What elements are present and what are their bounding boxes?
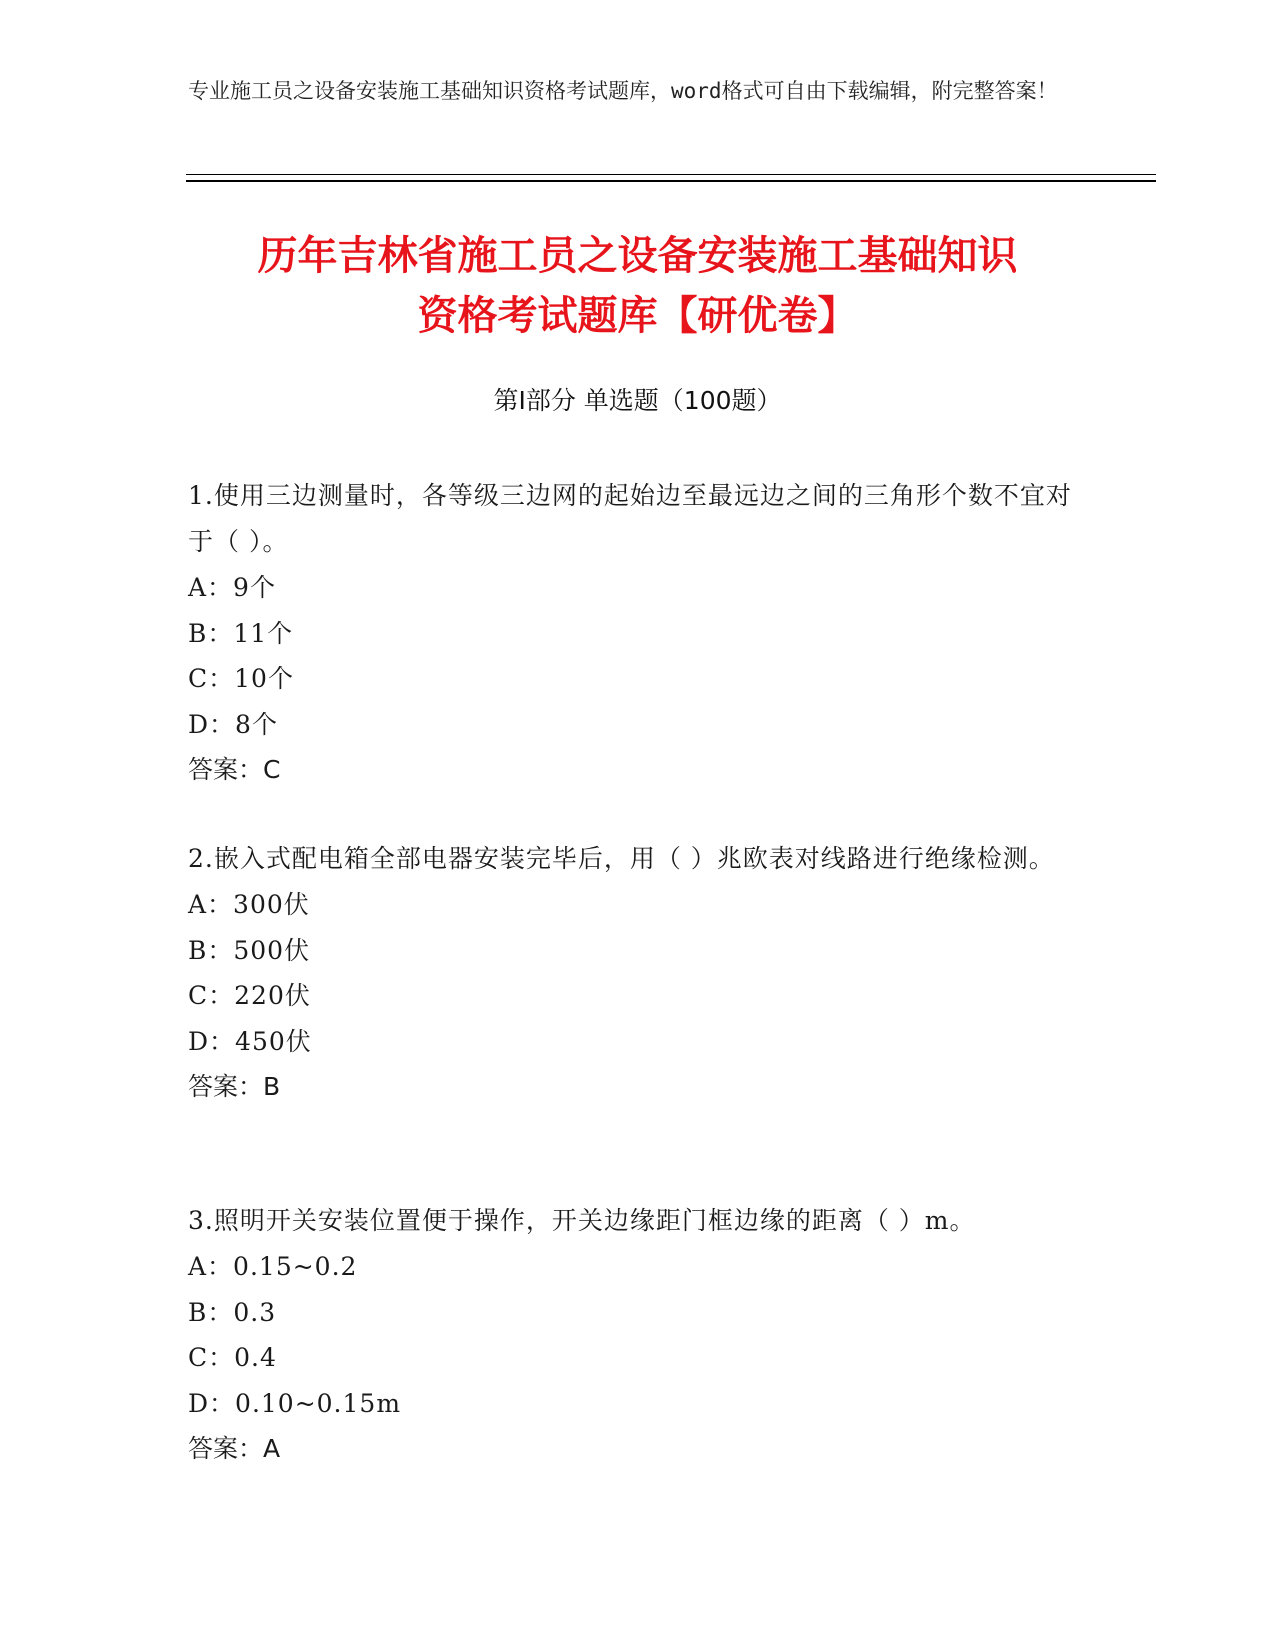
option-a: A：300伏 — [188, 890, 310, 919]
option-d: D：450伏 — [188, 1026, 312, 1056]
document-title-line-1: 历年吉林省施工员之设备安装施工基础知识 — [257, 233, 1018, 279]
option-c: C：0.4 — [188, 1343, 277, 1372]
option-b: B：0.3 — [188, 1297, 277, 1327]
question-stem: 3.照明开关安装位置便于操作，开关边缘距门框边缘的距离（ ）m。 — [188, 1206, 976, 1235]
option-a: A：9个 — [188, 573, 276, 602]
header-note: 专业施工员之设备安装施工基础知识资格考试题库，word格式可自由下载编辑，附完整答案！ — [188, 79, 1058, 103]
question-1 — [188, 473, 1088, 793]
question-stem: 1.使用三边测量时，各等级三边网的起始边至最远边之间的三角形个数不宜对于（ ）。 — [188, 481, 1072, 556]
answer: 答案：B — [188, 1072, 281, 1101]
document-title — [140, 226, 1135, 346]
question-stem: 2.嵌入式配电箱全部电器安装完毕后，用（ ）兆欧表对线路进行绝缘检测。 — [188, 844, 1055, 873]
option-d: D：0.10~0.15m — [188, 1388, 402, 1418]
answer: 答案：A — [188, 1434, 281, 1463]
question-3 — [188, 1198, 1088, 1472]
document-title-line-2: 资格考试题库【研优卷】 — [417, 293, 858, 339]
option-a: A：0.15~0.2 — [188, 1252, 358, 1281]
option-c: C：220伏 — [188, 981, 311, 1010]
header-divider-thin — [186, 174, 1156, 175]
section-title: 第Ⅰ部分 单选题（100题） — [493, 386, 782, 415]
option-c: C：10个 — [188, 664, 294, 693]
header-divider-thick — [186, 180, 1156, 182]
question-2 — [188, 836, 1088, 1110]
answer: 答案：C — [188, 755, 281, 784]
option-b: B：11个 — [188, 618, 294, 648]
option-b: B：500伏 — [188, 935, 311, 965]
option-d: D：8个 — [188, 709, 278, 739]
